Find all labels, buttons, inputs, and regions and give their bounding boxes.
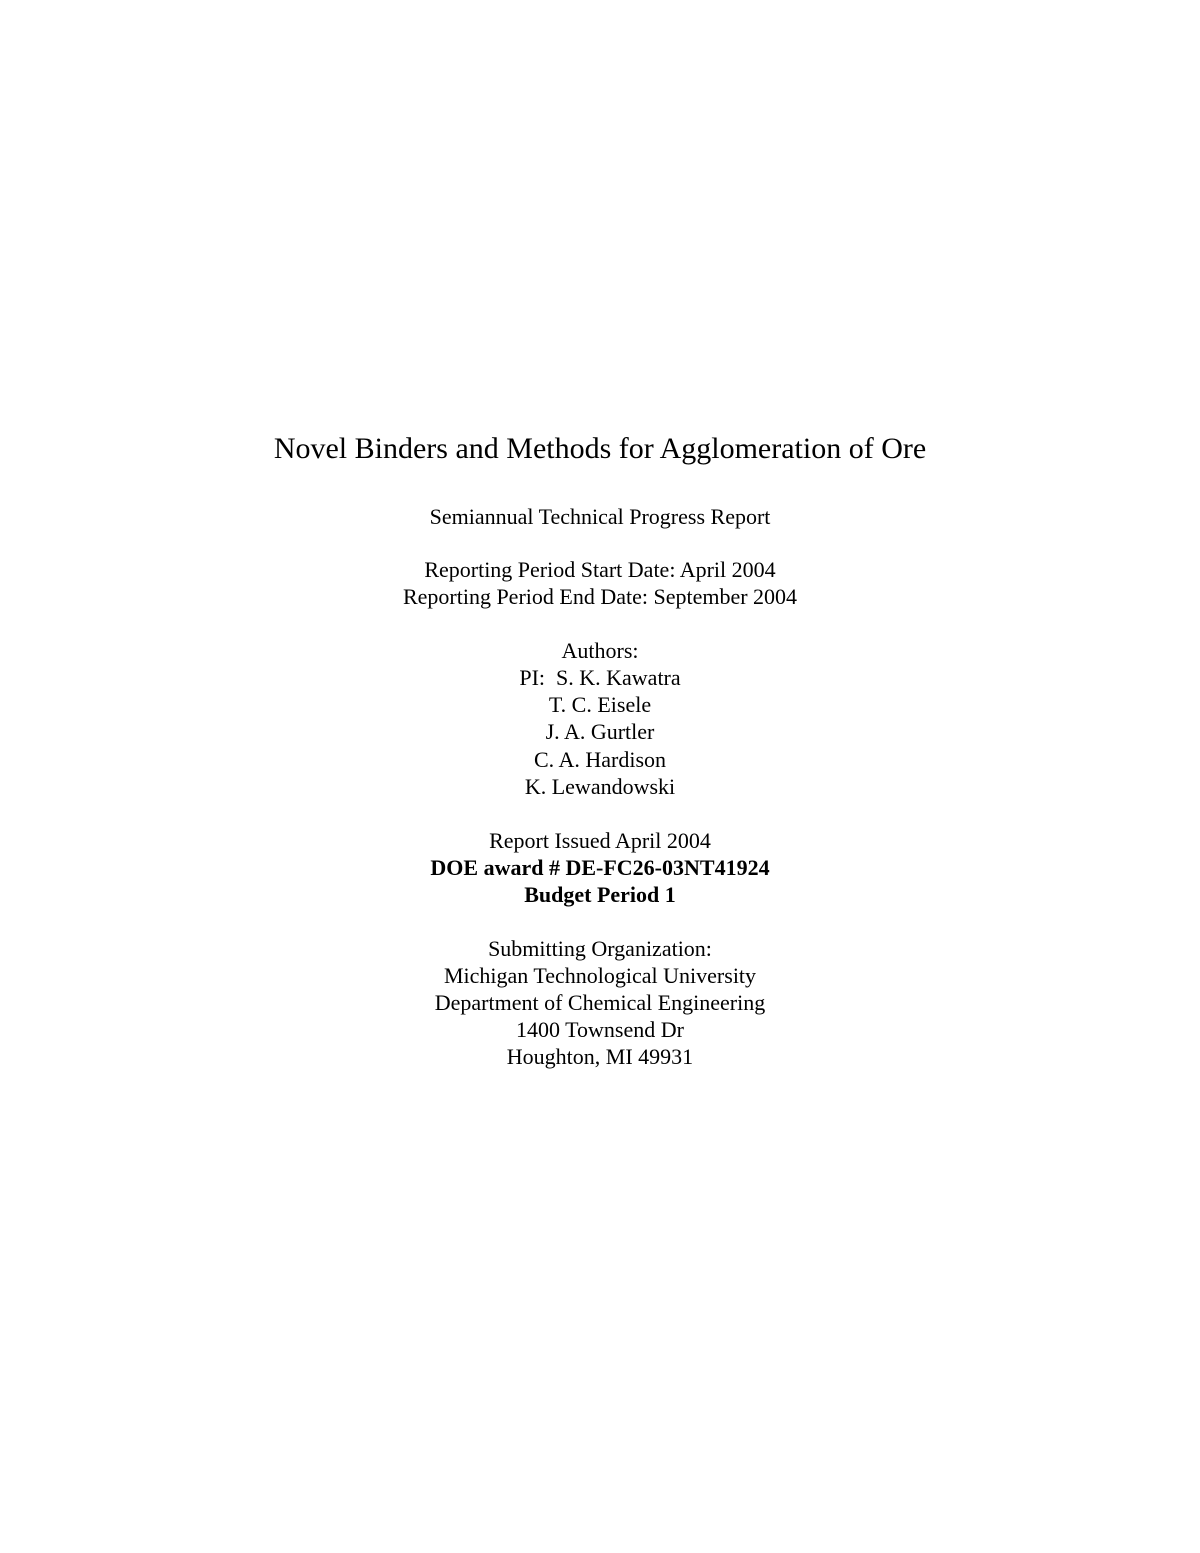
reporting-period-end: Reporting Period End Date: September 2004 <box>402 584 798 609</box>
reporting-period-start: Reporting Period Start Date: April 2004 <box>424 557 776 582</box>
report-issued: Report Issued April 2004 <box>489 828 711 853</box>
author-name: J. A. Gurtler <box>545 719 655 744</box>
organization-line: 1400 Townsend Dr <box>516 1017 684 1042</box>
organization-line: Michigan Technological University <box>443 963 757 988</box>
author-name: K. Lewandowski <box>524 774 676 799</box>
report-type: Semiannual Technical Progress Report <box>429 504 771 529</box>
doe-award-number: DOE award # DE-FC26-03NT41924 <box>430 855 770 880</box>
author-name: T. C. Eisele <box>548 692 652 717</box>
author-name: C. A. Hardison <box>534 747 666 772</box>
author-name: PI: S. K. Kawatra <box>519 665 681 690</box>
organization-line: Department of Chemical Engineering <box>434 990 766 1015</box>
organization-line: Houghton, MI 49931 <box>506 1044 694 1069</box>
document-title: Novel Binders and Methods for Agglomeration of Ore <box>273 432 927 465</box>
organization-heading: Submitting Organization: <box>488 936 712 961</box>
authors-heading: Authors: <box>561 638 639 663</box>
budget-period: Budget Period 1 <box>524 882 676 907</box>
